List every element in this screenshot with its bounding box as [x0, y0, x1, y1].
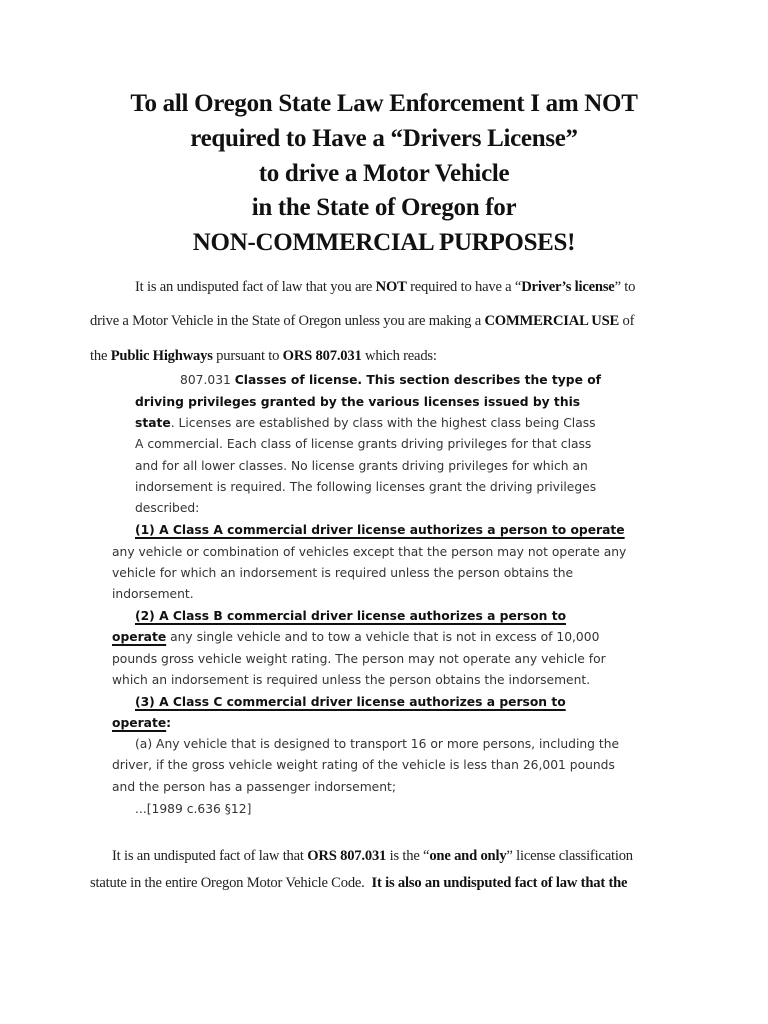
paragraph-line	[90, 875, 627, 892]
title-line: required to Have a “Drivers License”	[190, 125, 578, 152]
text: It is an undisputed fact of law that	[112, 848, 308, 864]
statute-line: vehicle for which an indorsement is required unless the person obtains the	[112, 566, 574, 580]
bold-text: driving privileges granted by the various licenses issued by this	[135, 395, 581, 409]
text: which reads:	[361, 348, 437, 364]
text: required to have a “	[406, 279, 522, 295]
bold-text: :	[166, 716, 172, 730]
paragraph-line	[135, 279, 635, 296]
text: the	[90, 348, 111, 364]
bold-text: Classes of license. This section describes the type of	[234, 373, 602, 387]
statute-line	[112, 630, 599, 644]
statute-line: any vehicle or combination of vehicles except that the person may not operate any	[112, 545, 627, 559]
bold-text: It is also an undisputed fact of law that the	[371, 875, 628, 891]
statute-line: pounds gross vehicle weight rating. The person may not operate any vehicle for	[112, 652, 606, 666]
statute-line: indorsement is required. The following licenses grant the driving privileges	[135, 480, 597, 494]
class-c-heading: (3) A Class C commercial driver license authorizes a person to	[135, 695, 566, 709]
text: It is an undisputed fact of law that you are	[135, 279, 376, 295]
paragraph-line	[112, 848, 633, 865]
statute-line: which an indorsement is required unless the person obtains the indorsement.	[112, 673, 591, 687]
statute-line	[112, 716, 171, 730]
text: ” to	[614, 279, 636, 295]
bold-text: COMMERCIAL USE	[484, 313, 620, 329]
title-line: in the State of Oregon for	[251, 194, 517, 221]
title-line: NON-COMMERCIAL PURPOSES!	[192, 229, 576, 256]
paragraph-line	[90, 348, 437, 365]
class-a-heading: (1) A Class A commercial driver license authorizes a person to operate	[135, 523, 625, 537]
statute-line: (a) Any vehicle that is designed to transport 16 or more persons, including the	[135, 737, 620, 751]
class-b-heading: (2) A Class B commercial driver license authorizes a person to	[135, 609, 567, 623]
statute-line: described:	[135, 501, 200, 515]
statute-line	[135, 609, 566, 623]
bold-text: Public Highways	[110, 348, 213, 364]
text: . Licenses are established by class with the highest class being Class	[170, 416, 596, 430]
statute-line	[135, 416, 596, 430]
bold-text: one and only	[429, 848, 507, 864]
bold-text: NOT	[375, 279, 407, 295]
statute-line: and for all lower classes. No license grants driving privileges for which an	[135, 459, 588, 473]
text: is the “	[386, 848, 430, 864]
statute-citation: ...[1989 c.636 §12]	[135, 802, 252, 816]
statute-line	[135, 395, 580, 409]
bold-text: ORS 807.031	[307, 848, 387, 864]
text: statute in the entire Oregon Motor Vehicle Code.	[90, 875, 372, 891]
statute-line	[135, 695, 566, 709]
title-line: to drive a Motor Vehicle	[258, 160, 510, 187]
statute-line: indorsement.	[112, 587, 194, 601]
text: pursuant to	[212, 348, 283, 364]
statute-line: A commercial. Each class of license grants driving privileges for that class	[135, 437, 592, 451]
bold-text: ORS 807.031	[282, 348, 362, 364]
statute-line: driver, if the gross vehicle weight rating of the vehicle is less than 26,001 pounds	[112, 758, 615, 772]
text: ” license classification	[506, 848, 633, 864]
title-line: To all Oregon State Law Enforcement I am NOT	[130, 90, 638, 117]
text: drive a Motor Vehicle in the State of Oregon unless you are making a	[90, 313, 485, 329]
statute-number: 807.031	[180, 373, 235, 387]
text: of	[619, 313, 635, 329]
bold-text: operate	[112, 630, 167, 644]
paragraph-line	[90, 313, 634, 330]
statute-line	[180, 373, 601, 387]
bold-text: operate	[112, 716, 167, 730]
statute-line	[135, 523, 625, 537]
text: any single vehicle and to tow a vehicle that is not in excess of 10,000	[166, 630, 600, 644]
bold-text: Driver’s license	[521, 279, 615, 295]
statute-line: and the person has a passenger indorsement;	[112, 780, 396, 794]
bold-text: state	[135, 416, 171, 430]
